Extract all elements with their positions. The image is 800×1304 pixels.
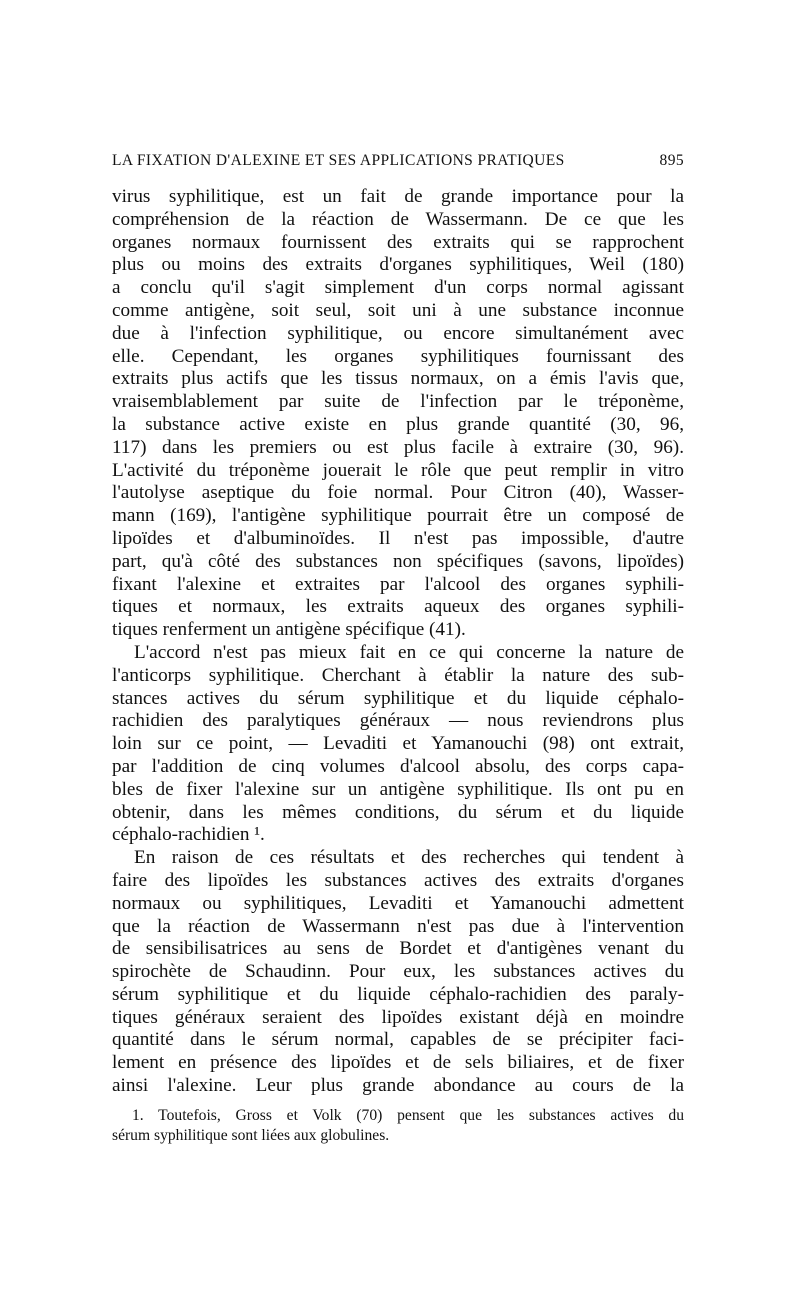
body-line: quantité dans le sérum normal, capables de se précipiter faci- xyxy=(112,1029,684,1051)
body-line: de sensibilisatrices au sens de Bordet et d'antigènes venant du xyxy=(112,938,684,960)
body-line: l'anticorps syphilitique. Cherchant à établir la nature des sub- xyxy=(112,664,684,686)
body-line: elle. Cependant, les organes syphilitiques fournissant des xyxy=(112,345,684,367)
footnote-line: sérum syphilitique sont liées aux globulines. xyxy=(112,1127,390,1144)
running-header-title: LA FIXATION D'ALEXINE ET SES APPLICATIONS PRATIQUES xyxy=(112,152,565,169)
body-line: L'activité du tréponème jouerait le rôle que peut remplir in vitro xyxy=(112,459,684,481)
body-line: que la réaction de Wassermann n'est pas due à l'intervention xyxy=(112,915,684,937)
body-line: virus syphilitique, est un fait de grande importance pour la xyxy=(112,186,684,207)
body-line: mann (169), l'antigène syphilitique pourrait être un composé de xyxy=(112,505,684,527)
paragraph-end-line: tiques renferment un antigène spécifique (41). xyxy=(112,619,466,641)
body-line: tiques généraux seraient des lipoïdes existant déjà en moindre xyxy=(112,1006,684,1028)
body-line: par l'addition de cinq volumes d'alcool absolu, des corps capa- xyxy=(112,755,684,777)
body-line: lipoïdes et d'albuminoïdes. Il n'est pas impossible, d'autre xyxy=(112,527,684,549)
running-header xyxy=(112,152,684,176)
body-line: a conclu qu'il s'agit simplement d'un corps normal agissant xyxy=(112,277,684,299)
body-line: faire des lipoïdes les substances actives des extraits d'organes xyxy=(112,869,684,891)
paragraph-end-line: céphalo-rachidien ¹. xyxy=(112,824,265,846)
body-line: l'autolyse aseptique du foie normal. Pour Citron (40), Wasser- xyxy=(112,482,684,504)
body-line: fixant l'alexine et extraites par l'alcool des organes syphili- xyxy=(112,573,684,595)
body-line: ainsi l'alexine. Leur plus grande abondance au cours de la xyxy=(112,1075,684,1097)
body-line: tiques et normaux, les extraits aqueux des organes syphili- xyxy=(112,596,684,618)
body-line: compréhension de la réaction de Wassermann. De ce que les xyxy=(112,208,684,230)
body-line: rachidien des paralytiques généraux — nous reviendrons plus xyxy=(112,710,684,732)
body-text xyxy=(112,186,684,1098)
body-line: stances actives du sérum syphilitique et du liquide céphalo- xyxy=(112,687,684,709)
body-line: extraits plus actifs que les tissus normaux, on a émis l'avis que, xyxy=(112,368,684,390)
body-line: sérum syphilitique et du liquide céphalo-rachidien des paraly- xyxy=(112,983,684,1005)
body-line: loin sur ce point, — Levaditi et Yamanouchi (98) ont extrait, xyxy=(112,733,684,755)
paragraph-start-line: L'accord n'est pas mieux fait en ce qui concerne la nature de xyxy=(134,641,684,663)
body-line: part, qu'à côté des substances non spécifiques (savons, lipoïdes) xyxy=(112,550,684,572)
body-line: organes normaux fournissent des extraits qui se rapprochent xyxy=(112,231,684,253)
body-line: comme antigène, soit seul, soit uni à une substance inconnue xyxy=(112,299,684,321)
footnote xyxy=(112,1106,684,1146)
body-line: obtenir, dans les mêmes conditions, du sérum et du liquide xyxy=(112,801,684,823)
body-line: normaux ou syphilitiques, Levaditi et Yamanouchi admettent xyxy=(112,892,684,914)
body-line: plus ou moins des extraits d'organes syphilitiques, Weil (180) xyxy=(112,254,684,276)
page-number: 895 xyxy=(659,152,684,169)
body-line: lement en présence des lipoïdes et de sels biliaires, et de fixer xyxy=(112,1052,684,1074)
body-line: 117) dans les premiers ou est plus facile à extraire (30, 96). xyxy=(112,436,684,458)
body-line: la substance active existe en plus grande quantité (30, 96, xyxy=(112,413,684,435)
body-line: bles de fixer l'alexine sur un antigène syphilitique. Ils ont pu en xyxy=(112,778,684,800)
footnote-line: 1. Toutefois, Gross et Volk (70) pensent que les substances actives du xyxy=(132,1107,684,1124)
body-line: spirochète de Schaudinn. Pour eux, les substances actives du xyxy=(112,961,684,983)
body-line: due à l'infection syphilitique, ou encore simultanément avec xyxy=(112,322,684,344)
paragraph-start-line: En raison de ces résultats et des recherches qui tendent à xyxy=(134,847,684,869)
body-line: vraisemblablement par suite de l'infection par le tréponème, xyxy=(112,391,684,413)
